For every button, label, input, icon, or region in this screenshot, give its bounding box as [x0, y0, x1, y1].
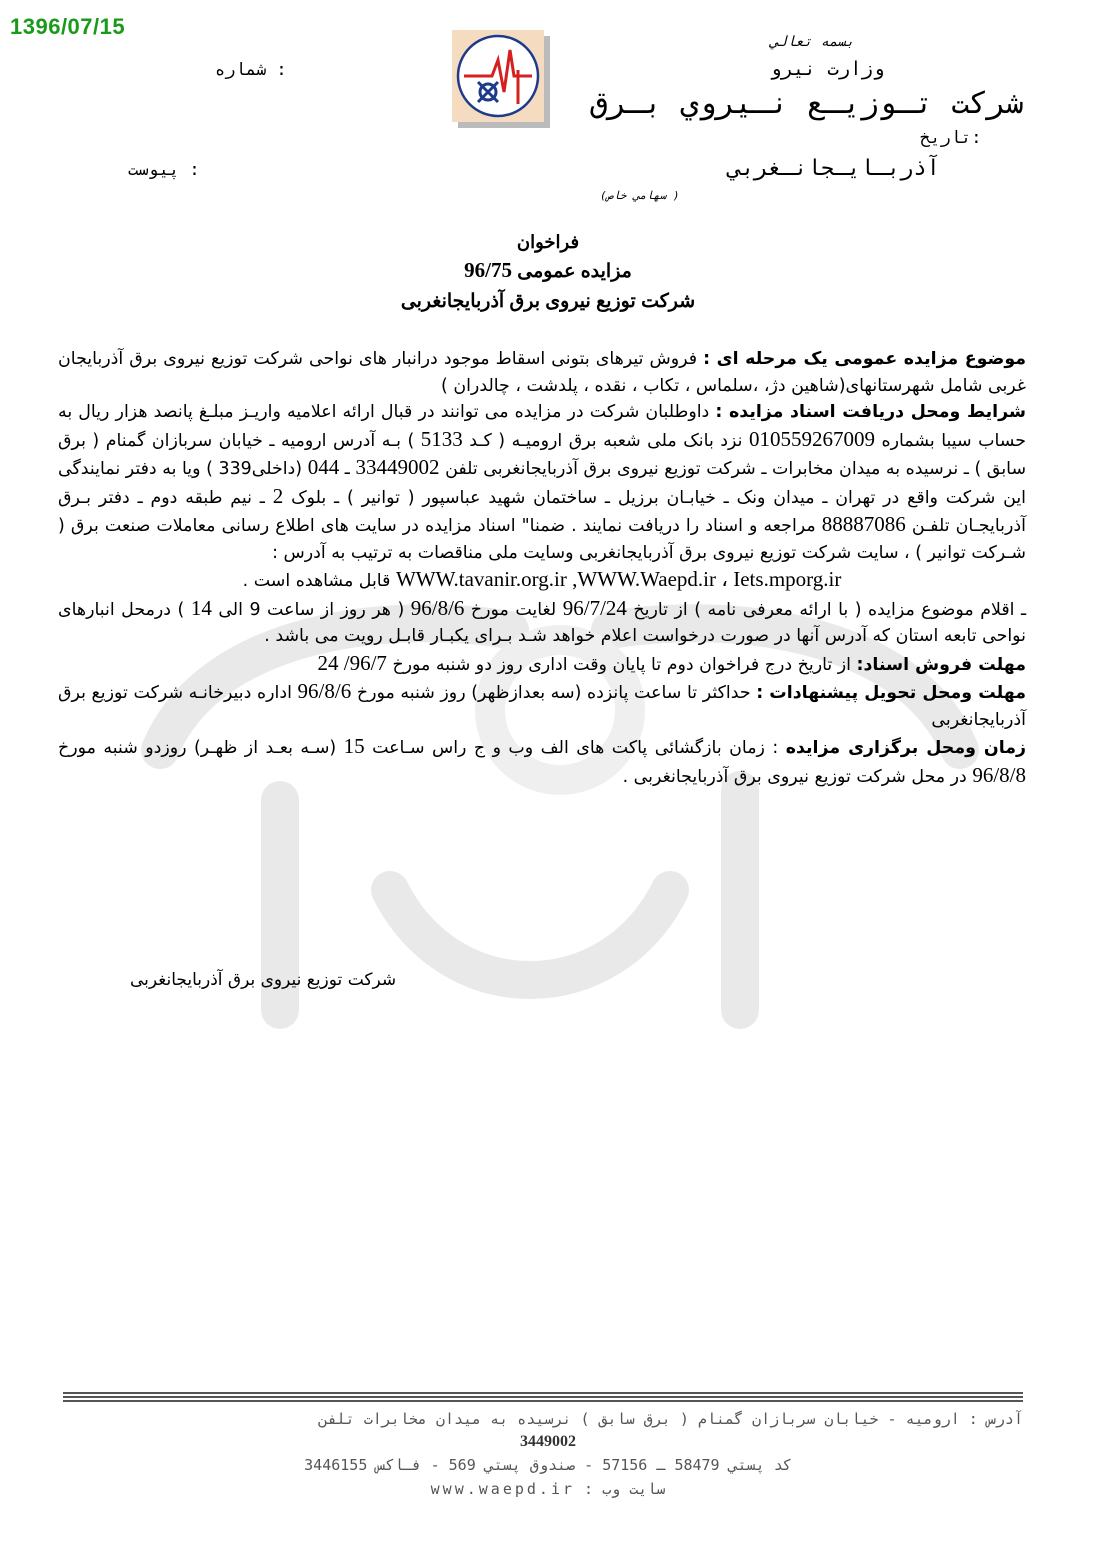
items-text-2: لغایت مورخ — [470, 599, 557, 620]
conditions-label: شرایط ومحل دریافت اسناد مزایده : — [715, 402, 1026, 422]
title-company: شرکت توزیع نیروی برق آذربایجانغربی — [400, 291, 696, 312]
title-auction — [0, 258, 1096, 283]
title-call: فراخوان — [516, 232, 580, 252]
items-date-from: 96/7/24 — [562, 595, 627, 620]
branch-code: 5133 — [420, 426, 463, 451]
tehran-phone: 88887086 — [821, 512, 906, 536]
sale-label: مهلت فروش اسناد: — [856, 654, 1026, 675]
account-number: 010559267009 — [748, 426, 875, 451]
conditions-text-2: نزد بانک ملی شعبه برق ارومیـه ( کـد — [469, 430, 743, 451]
conditions-text-5: ـ نیم طبقه دوم ـ دفتر بـرق آذربایجـان تلفـن — [58, 487, 1026, 536]
title-auction-prefix: مزایده عمومی — [517, 261, 632, 282]
phone-main: 33449002 — [355, 455, 440, 479]
date-stamp: 1396/07/15 — [10, 14, 126, 39]
region-heading: آذربـايـجانـغربي — [728, 156, 940, 181]
area-code: 044 — [307, 455, 340, 479]
opening-date: 96/8/8 — [972, 762, 1026, 787]
delivery-date: 96/8/6 — [297, 679, 352, 703]
opening-label: زمان ومحل برگزاری مزایده — [785, 738, 1027, 758]
number-label: شماره : — [215, 60, 287, 80]
sites-links[interactable]: WWW.tavanir.org.ir ,WWW.Waepd.ir ، Iets.mporg.ir — [395, 567, 842, 591]
opening-text-1: : زمان بازگشائی پاکت های الف وب و ج راس سـاعت — [372, 738, 779, 758]
basmala: بسمه تعالي — [770, 34, 855, 50]
conditions-paragraph — [58, 399, 1026, 566]
footer-website[interactable]: سايت وب : www.waepd.ir — [430, 1480, 666, 1498]
footer-divider — [63, 1392, 1023, 1402]
extension-text: (داخلی339 ) — [206, 459, 303, 479]
date-label: تاريخ: — [920, 128, 982, 148]
items-hour-to: 14 — [190, 595, 212, 620]
footer-phone: 3449002 — [520, 1433, 576, 1450]
signature-company: شرکت توزیع نیروی برق آذربایجانغربی — [130, 970, 397, 990]
conditions-text-3: ) بـه آدرس ارومیه ـ خیابان سربازان گمنام ( برق سابق ) ـ نرسیده به میدان مخابرات ـ شرکت توزیع نیروی برق آذربایجانغربی تلفن — [58, 430, 1027, 479]
items-text-1: ـ اقلام موضوع مزایده ( با ارائه معرفی نامه ) از تاریخ — [633, 599, 1027, 620]
dash-separator: ـ — [344, 459, 350, 479]
delivery-label: مهلت ومحل تحویل پیشنهادات : — [756, 683, 1026, 703]
sale-paragraph — [58, 650, 1026, 679]
body-text — [58, 346, 1026, 790]
items-text-4: ) درمحل انبارهای نواحی تابعه استان که آدرس آنها در صورت درخواست اعلام خواهد شـد بـرای یکبـار قابـل رویت می باشد . — [58, 599, 1026, 646]
title-auction-number: 96/75 — [464, 258, 512, 282]
opening-text-3: در محل شرکت توزیع نیروی برق آذربایجانغربی . — [622, 766, 967, 787]
delivery-text-2: اداره دبیرخانـه شرکت توزیع برق آذربایجانغربی — [58, 683, 1026, 730]
opening-text-2: (سـه بعـد از ظهـر) روزدو شنبه مورخ — [58, 738, 337, 758]
company-heading: شركت تـوزيـع نـيروي بـرق — [590, 86, 1024, 121]
items-text-3: ( هر روز از ساعت 9 الی — [218, 599, 405, 620]
delivery-text-1: حداکثر تا ساعت پانزده (سه بعدازظهر) روز شنبه مورخ — [356, 683, 751, 703]
items-paragraph — [58, 595, 1026, 650]
items-date-to: 96/8/6 — [410, 595, 465, 620]
conditions-text-6: مراجعه و اسناد را دریافت نمایند . ضمنا" اسناد مزایده در سایت های اطلاع رسانی معاملات صنعت برق ( شـرکت توانیر ) ، سایت شرکت توزیع نیروی برق آذربایجانغربی وسایت ملی مناقصات به ترتیب به آدرس : — [58, 516, 1026, 563]
opening-hour: 15 — [343, 734, 365, 758]
conditions-text-1: داوطلبان شرکت در مزایده می توانند در قبال ارائه اعلامیه واریـز مبلـغ پانصد هزار ریال به حساب سیبا بشماره — [58, 402, 1027, 451]
delivery-paragraph — [58, 678, 1026, 733]
sites-suffix: قابل مشاهده است . — [242, 571, 391, 591]
footer-address: آدرس : اروميه - خيابان سربازان گمنام ( برق سابق ) نرسيده به ميدان مخابرات تلفن — [318, 1410, 1023, 1428]
footer-postal: كد پستي 58479 ـ 57156 - صندوق پستي 569 - فـاكس 3446155 — [304, 1456, 792, 1474]
block-number: 2 — [272, 483, 284, 508]
subject-label: موضوع مزایده عمومی یک مرحله ای : — [703, 349, 1027, 369]
sale-date: 96/7/ 24 — [317, 650, 387, 675]
subject-text: فروش تیرهای بتونی اسقاط موجود درانبار های نواحی شرکت توزیع نیروی برق آذربایجان غربی شامل شهرستانهای(شاهین دژ، ،سلماس ، تکاب ، نقده ، پلدشت ، چالدران ) — [58, 349, 1026, 396]
conditions-text-4: ویا به دفتر نمایندگی این شرکت واقع در تهران ـ میدان ونک ـ خیابـان برزیل ـ ساختمان شهید عباسپور ( توانیر ) ـ بلوک — [58, 459, 1027, 508]
ministry-name: وزارت نيرو — [770, 58, 885, 80]
sale-text: از تاریخ درج فراخوان دوم تا پایان وقت اداری روز دو شنبه مورخ — [392, 654, 852, 675]
attachment-label: پيوست : — [128, 160, 200, 180]
opening-paragraph — [58, 733, 1026, 790]
company-logo-icon — [452, 30, 550, 128]
sites-paragraph — [58, 566, 1026, 595]
share-type: (سهامي خاص ) — [600, 189, 680, 202]
subject-paragraph — [58, 346, 1026, 399]
